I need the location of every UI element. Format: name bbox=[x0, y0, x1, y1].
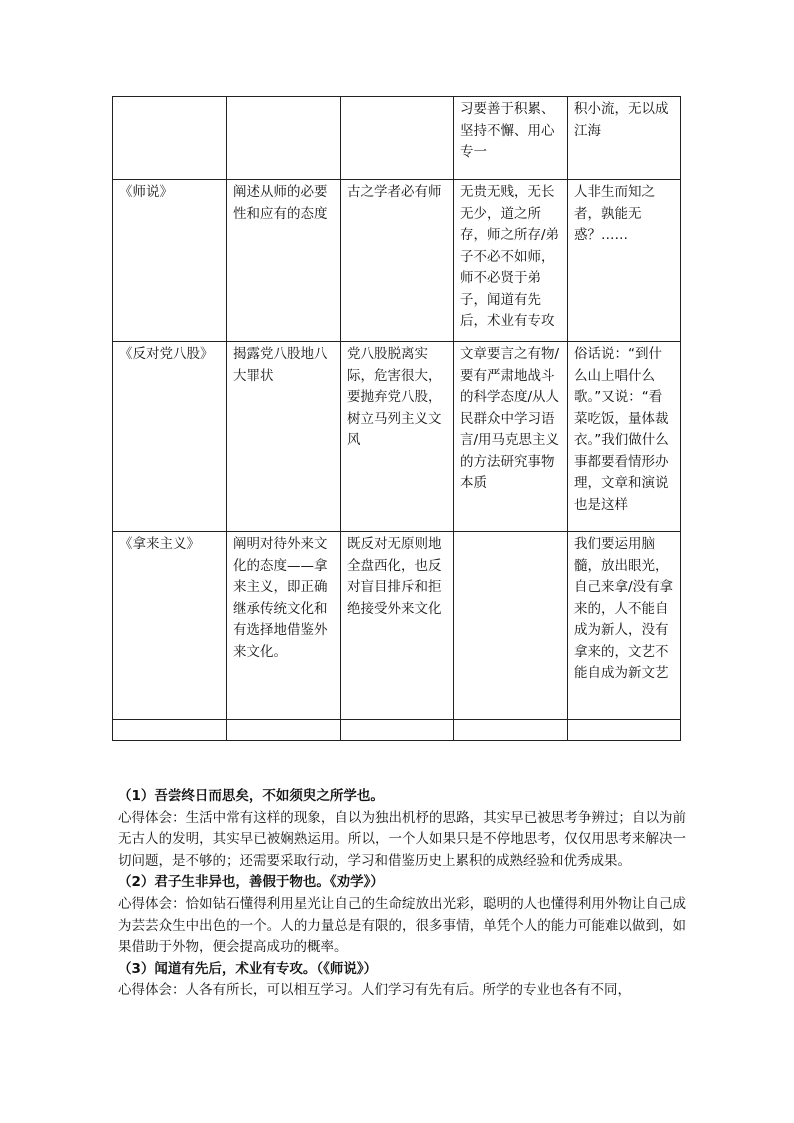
table-cell: 阐明对待外来文化的态度——拿来主义，即正确继承传统文化和有选择地借鉴外来文化。 bbox=[227, 532, 341, 720]
table-cell: 《反对党八股》 bbox=[113, 342, 227, 532]
table-cell: 积小流，无以成江海 bbox=[568, 97, 681, 180]
table-cell bbox=[113, 720, 227, 741]
table-cell bbox=[454, 720, 568, 741]
table-cell: 古之学者必有师 bbox=[341, 180, 454, 342]
note-heading: （3）闻道有先后，术业有专攻。（《师说》） bbox=[118, 960, 378, 977]
table-row bbox=[113, 532, 681, 720]
notes-section bbox=[118, 786, 686, 1002]
table-cell: 揭露党八股地八大罪状 bbox=[227, 342, 341, 532]
table-cell: 俗话说：“到什么山上唱什么歌。”又说：“看菜吃饭，量体裁衣。”我们做什么事都要看情形办理，文章和演说也是这样 bbox=[568, 342, 681, 532]
table-cell bbox=[341, 97, 454, 180]
table-cell bbox=[568, 720, 681, 741]
table-cell: 无贵无贱，无长无少，道之所存，师之所存/弟子不必不如师，师不必贤于弟子，闻道有先后，术业有专攻 bbox=[454, 180, 568, 342]
note-heading: （2）君子生非异也，善假于物也。《劝学》） bbox=[118, 874, 384, 891]
table-cell: 我们要运用脑髓，放出眼光，自己来拿/没有拿来的，人不能自成为新人，没有拿来的，文艺不能自成为新文艺 bbox=[568, 532, 681, 720]
table-cell bbox=[227, 720, 341, 741]
table-cell: 《拿来主义》 bbox=[113, 532, 227, 720]
table-cell bbox=[113, 97, 227, 180]
note-heading: （1）吾尝终日而思矣，不如须臾之所学也。 bbox=[118, 788, 384, 804]
table-cell: 习要善于积累、坚持不懈、用心专一 bbox=[454, 97, 568, 180]
table-cell: 阐述从师的必要性和应有的态度 bbox=[227, 180, 341, 342]
table-row bbox=[113, 97, 681, 180]
note-body: 心得体会：生活中常有这样的现象，自以为独出机杼的思路，其实早已被思考争辨过；自以为前无古人的发明，其实早已被娴熟运用。所以，一个人如果只是不停地思考，仅仅用思考来解决一切问题，是不够的；还需要采取行动，学习和借鉴历史上累积的成熟经验和优秀成果。 bbox=[118, 809, 686, 869]
table-cell bbox=[454, 532, 568, 720]
table-cell: 党八股脱离实际，危害很大，要抛弃党八股，树立马列主义文风 bbox=[341, 342, 454, 532]
table-cell: 文章要言之有物/要有严肃地战斗的科学态度/从人民群众中学习语言/用马克思主义的方法研究事物本质 bbox=[454, 342, 568, 532]
table-cell bbox=[227, 97, 341, 180]
summary-table bbox=[112, 96, 681, 741]
table-row bbox=[113, 342, 681, 532]
note-body: 心得体会：恰如钻石懂得利用星光让自己的生命绽放出光彩，聪明的人也懂得利用外物让自己成为芸芸众生中出色的一个。人的力量总是有限的，很多事情，单凭个人的能力可能难以做到，如果借助于外物，便会提高成功的概率。 bbox=[118, 895, 686, 956]
table-cell bbox=[341, 720, 454, 741]
table-cell: 人非生而知之者，孰能无惑？…… bbox=[568, 180, 681, 342]
note-body: 心得体会：人各有所长，可以相互学习。人们学习有先有后。所学的专业也各有不同， bbox=[118, 982, 631, 999]
table-cell: 《师说》 bbox=[113, 180, 227, 342]
table-row bbox=[113, 180, 681, 342]
table-row bbox=[113, 720, 681, 741]
table-cell: 既反对无原则地全盘西化，也反对盲目排斥和拒绝接受外来文化 bbox=[341, 532, 454, 720]
